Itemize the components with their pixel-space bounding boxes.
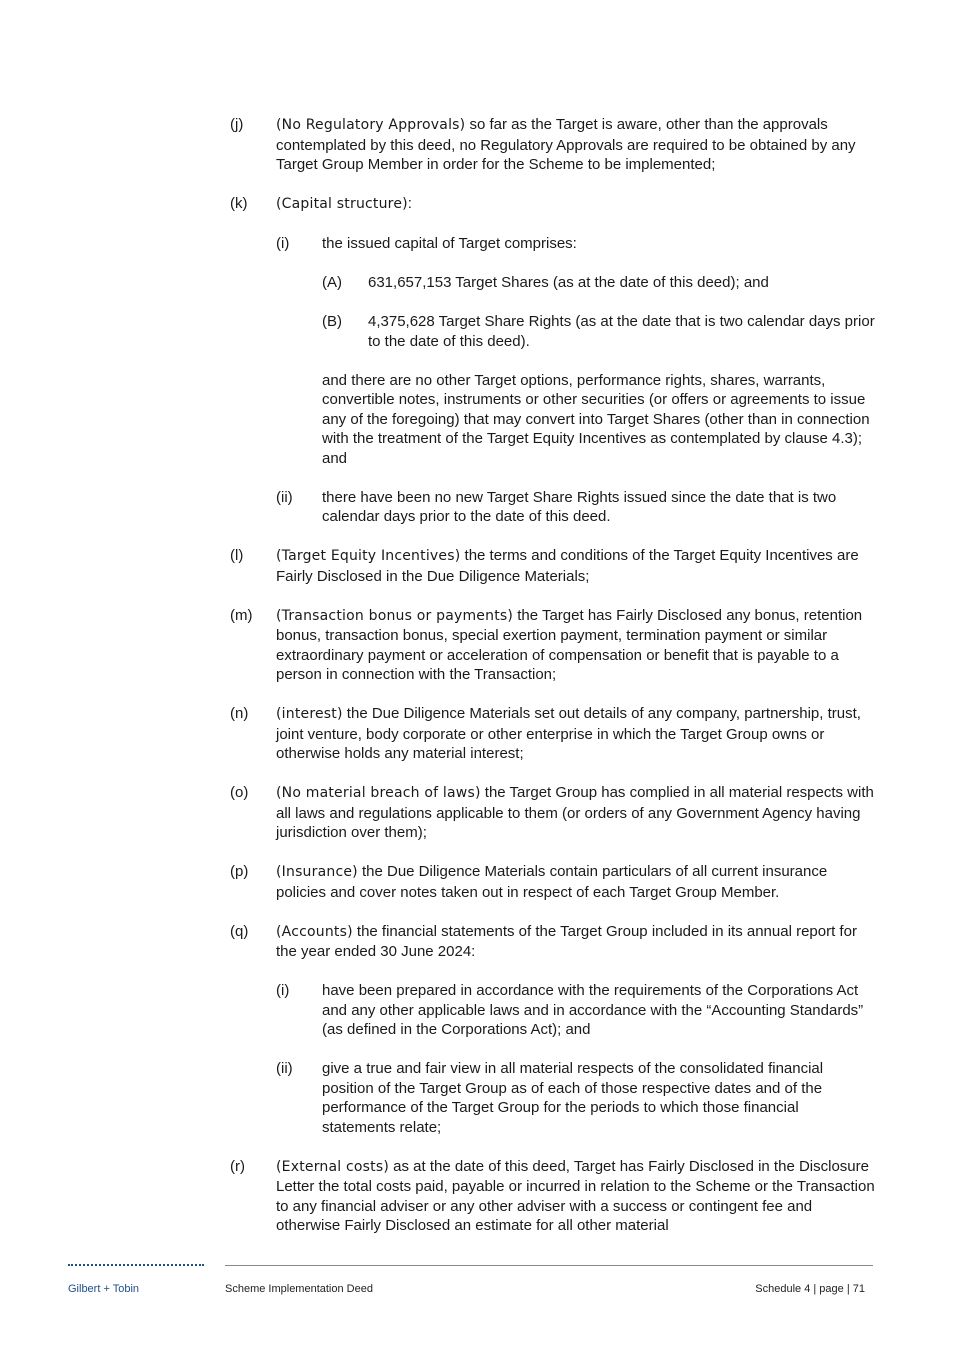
clause-label: (l): [230, 547, 244, 564]
subclause-label: (i): [276, 982, 290, 999]
clause-heading: (No Regulatory Approvals): [276, 117, 466, 133]
clause-label: (r): [230, 1157, 245, 1175]
clause-heading: (No material breach of laws): [276, 785, 481, 801]
paragraph-text: 631,657,153 Target Shares (as at the date of this deed); and: [368, 274, 769, 291]
clause-text: :: [407, 195, 412, 212]
clause-text: the Target Group has complied in all material respects with all laws and regulations applicable to them (or orders of any Government Agency having jurisdiction over them);: [276, 784, 874, 841]
clause-text: the terms and conditions of the Target Equity Incentives are Fairly Disclosed in the Due Diligence Materials;: [276, 547, 859, 585]
clause-k-i-B: [230, 312, 875, 351]
subclause-text: give a true and fair view in all material respects of the consolidated financial position of the Target Group as of each of those respective dates and of the performance of the Target Group for the periods to which those financial statements relate;: [322, 1060, 824, 1136]
footer-rule: [225, 1265, 873, 1266]
clause-label: (j): [230, 116, 244, 133]
clause-q: [230, 922, 875, 962]
clause-heading: (interest): [276, 706, 343, 722]
subclause-tail-text: and there are no other Target options, performance rights, shares, warrants, convertible notes, instruments or other securities (or offers or agreements to issue any of the foregoing) that may convert into Target Shares (other than in connection with the treatment of the Target Equity Incentives as contemplated by clause 4.3); and: [322, 371, 870, 467]
clause-k: [230, 194, 875, 215]
clause-r: [230, 1157, 875, 1236]
clause-q-ii: [230, 1059, 875, 1137]
paragraph-label: (A): [322, 274, 342, 291]
clause-k-i-A: [230, 273, 875, 293]
clause-text: the Target has Fairly Disclosed any bonus, retention bonus, transaction bonus, special exertion payment, termination payment or similar extraordinary payment or acceleration of compensation or benefit that is payable to a person in connection with the Transaction;: [276, 606, 863, 683]
subclause-label: (ii): [276, 488, 293, 506]
clause-k-i: [230, 234, 875, 254]
clause-o: [230, 783, 875, 843]
clause-text: the financial statements of the Target Group included in its annual report for the year ended 30 June 2024:: [276, 922, 857, 960]
paragraph-label: (B): [322, 313, 342, 330]
clause-m: [230, 606, 875, 685]
clause-label: (m): [230, 606, 253, 624]
clause-n: [230, 704, 875, 764]
clause-k-i-tail: [230, 371, 875, 469]
clause-text: as at the date of this deed, Target has Fairly Disclosed in the Disclosure Letter the total costs paid, payable or incurred in relation to the Scheme or the Transaction to any financial adviser or any other adviser with a success or contingent fee and otherwise Fairly Disclosed an estimate for all other material: [276, 1157, 875, 1234]
subclause-text: there have been no new Target Share Rights issued since the date that is two calendar days prior to the date of this deed.: [322, 488, 837, 525]
clause-p: [230, 862, 875, 902]
clause-text: so far as the Target is aware, other than the approvals contemplated by this deed, no Regulatory Approvals are required to be obtained by any Target Group Member in order for the Scheme to be implemented;: [276, 116, 856, 173]
clause-heading: (Accounts): [276, 923, 353, 940]
clause-label: (o): [230, 784, 249, 801]
clause-text: the Due Diligence Materials contain particulars of all current insurance policies and cover notes taken out in respect of each Target Group Member.: [276, 863, 828, 901]
clause-heading: (Transaction bonus or payments): [276, 607, 514, 624]
footer-document-title: Scheme Implementation Deed: [225, 1283, 373, 1295]
footer-dotted-divider: [68, 1264, 204, 1266]
subclause-label: (ii): [276, 1060, 293, 1077]
footer-page-number: Schedule 4 | page | 71: [755, 1283, 865, 1295]
document-body: [230, 115, 875, 1236]
clause-heading: (Capital structure): [276, 196, 408, 212]
clause-k-ii: [230, 488, 875, 527]
clause-text: the Due Diligence Materials set out details of any company, partnership, trust, joint venture, body corporate or other enterprise in which the Target Group owns or otherwise holds any material interest;: [276, 705, 861, 762]
clause-label: (n): [230, 705, 249, 722]
clause-l: [230, 546, 875, 586]
clause-q-i: [230, 981, 875, 1040]
subclause-text: the issued capital of Target comprises:: [322, 235, 577, 252]
paragraph-text: 4,375,628 Target Share Rights (as at the date that is two calendar days prior to the date of this deed).: [368, 313, 875, 350]
clause-heading: (Target Equity Incentives): [276, 548, 461, 564]
clause-heading: (Insurance): [276, 864, 358, 880]
clause-label: (q): [230, 922, 249, 940]
clause-heading: (External costs): [276, 1158, 389, 1175]
clause-j: [230, 115, 875, 175]
footer-firm-name: Gilbert + Tobin: [68, 1283, 140, 1295]
clause-label: (p): [230, 863, 249, 880]
subclause-label: (i): [276, 235, 290, 252]
clause-label: (k): [230, 195, 248, 212]
subclause-text: have been prepared in accordance with the requirements of the Corporations Act and any other applicable laws and in accordance with the “Accounting Standards” (as defined in the Corporations Act); and: [322, 982, 864, 1038]
